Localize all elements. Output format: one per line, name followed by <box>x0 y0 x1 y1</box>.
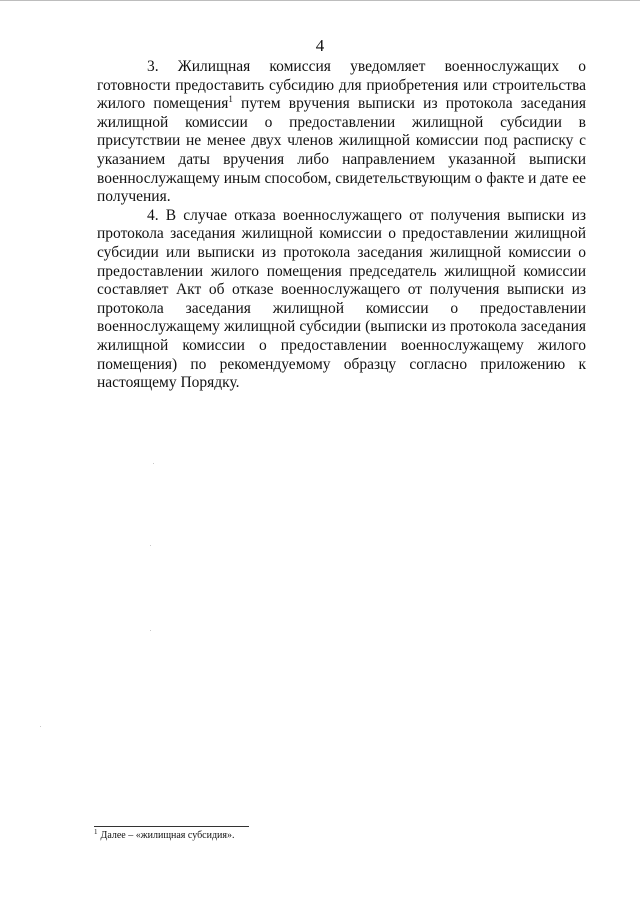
footnote-mark: 1 <box>94 827 98 836</box>
paragraph-3-start: 3. Жилищная комиссия уведомляет военнослужащих о готовности предоставить субсидию для приобретения или строительства жилого помещения <box>97 58 586 113</box>
scan-speck <box>150 545 151 546</box>
document-body <box>97 58 586 393</box>
footnote-reference: 1 <box>228 94 233 105</box>
paragraph-4: 4. В случае отказа военнослужащего от получения выписки из протокола заседания жилищной комиссии о предоставлении жилищной субсидии или выписки из протокола заседания жилищной комиссии о предоставлении жилого помещения председатель жилищной комиссии составляет Акт об отказе военнослужащего от получения выписки из протокола заседания жилищной комиссии о предоставлении военнослужащему жилищной субсидии (выписки из протокола заседания жилищной комиссии о предоставлении военнослужащему жилого помещения) по рекомендуемому образцу согласно приложению к настоящему Порядку. <box>97 206 586 392</box>
scan-speck <box>40 726 41 727</box>
scan-speck <box>153 463 154 464</box>
footnote-separator <box>94 826 249 827</box>
paragraph-3 <box>97 58 586 207</box>
footnote <box>94 827 235 842</box>
scan-speck <box>150 630 151 631</box>
scan-top-edge <box>0 0 640 1</box>
footnote-text: Далее – «жилищная субсидия». <box>100 830 235 841</box>
paragraph-3-end: путем вручения выписки из протокола заседания жилищной комиссии о предоставлении жилищной субсидии в присутствии не менее двух членов жилищной комиссии под расписку с указанием даты вручения либо направлением указанной выписки военнослужащему иным способом, свидетельствующим о факте и дате ее получения. <box>97 95 586 206</box>
page-number: 4 <box>315 36 325 55</box>
